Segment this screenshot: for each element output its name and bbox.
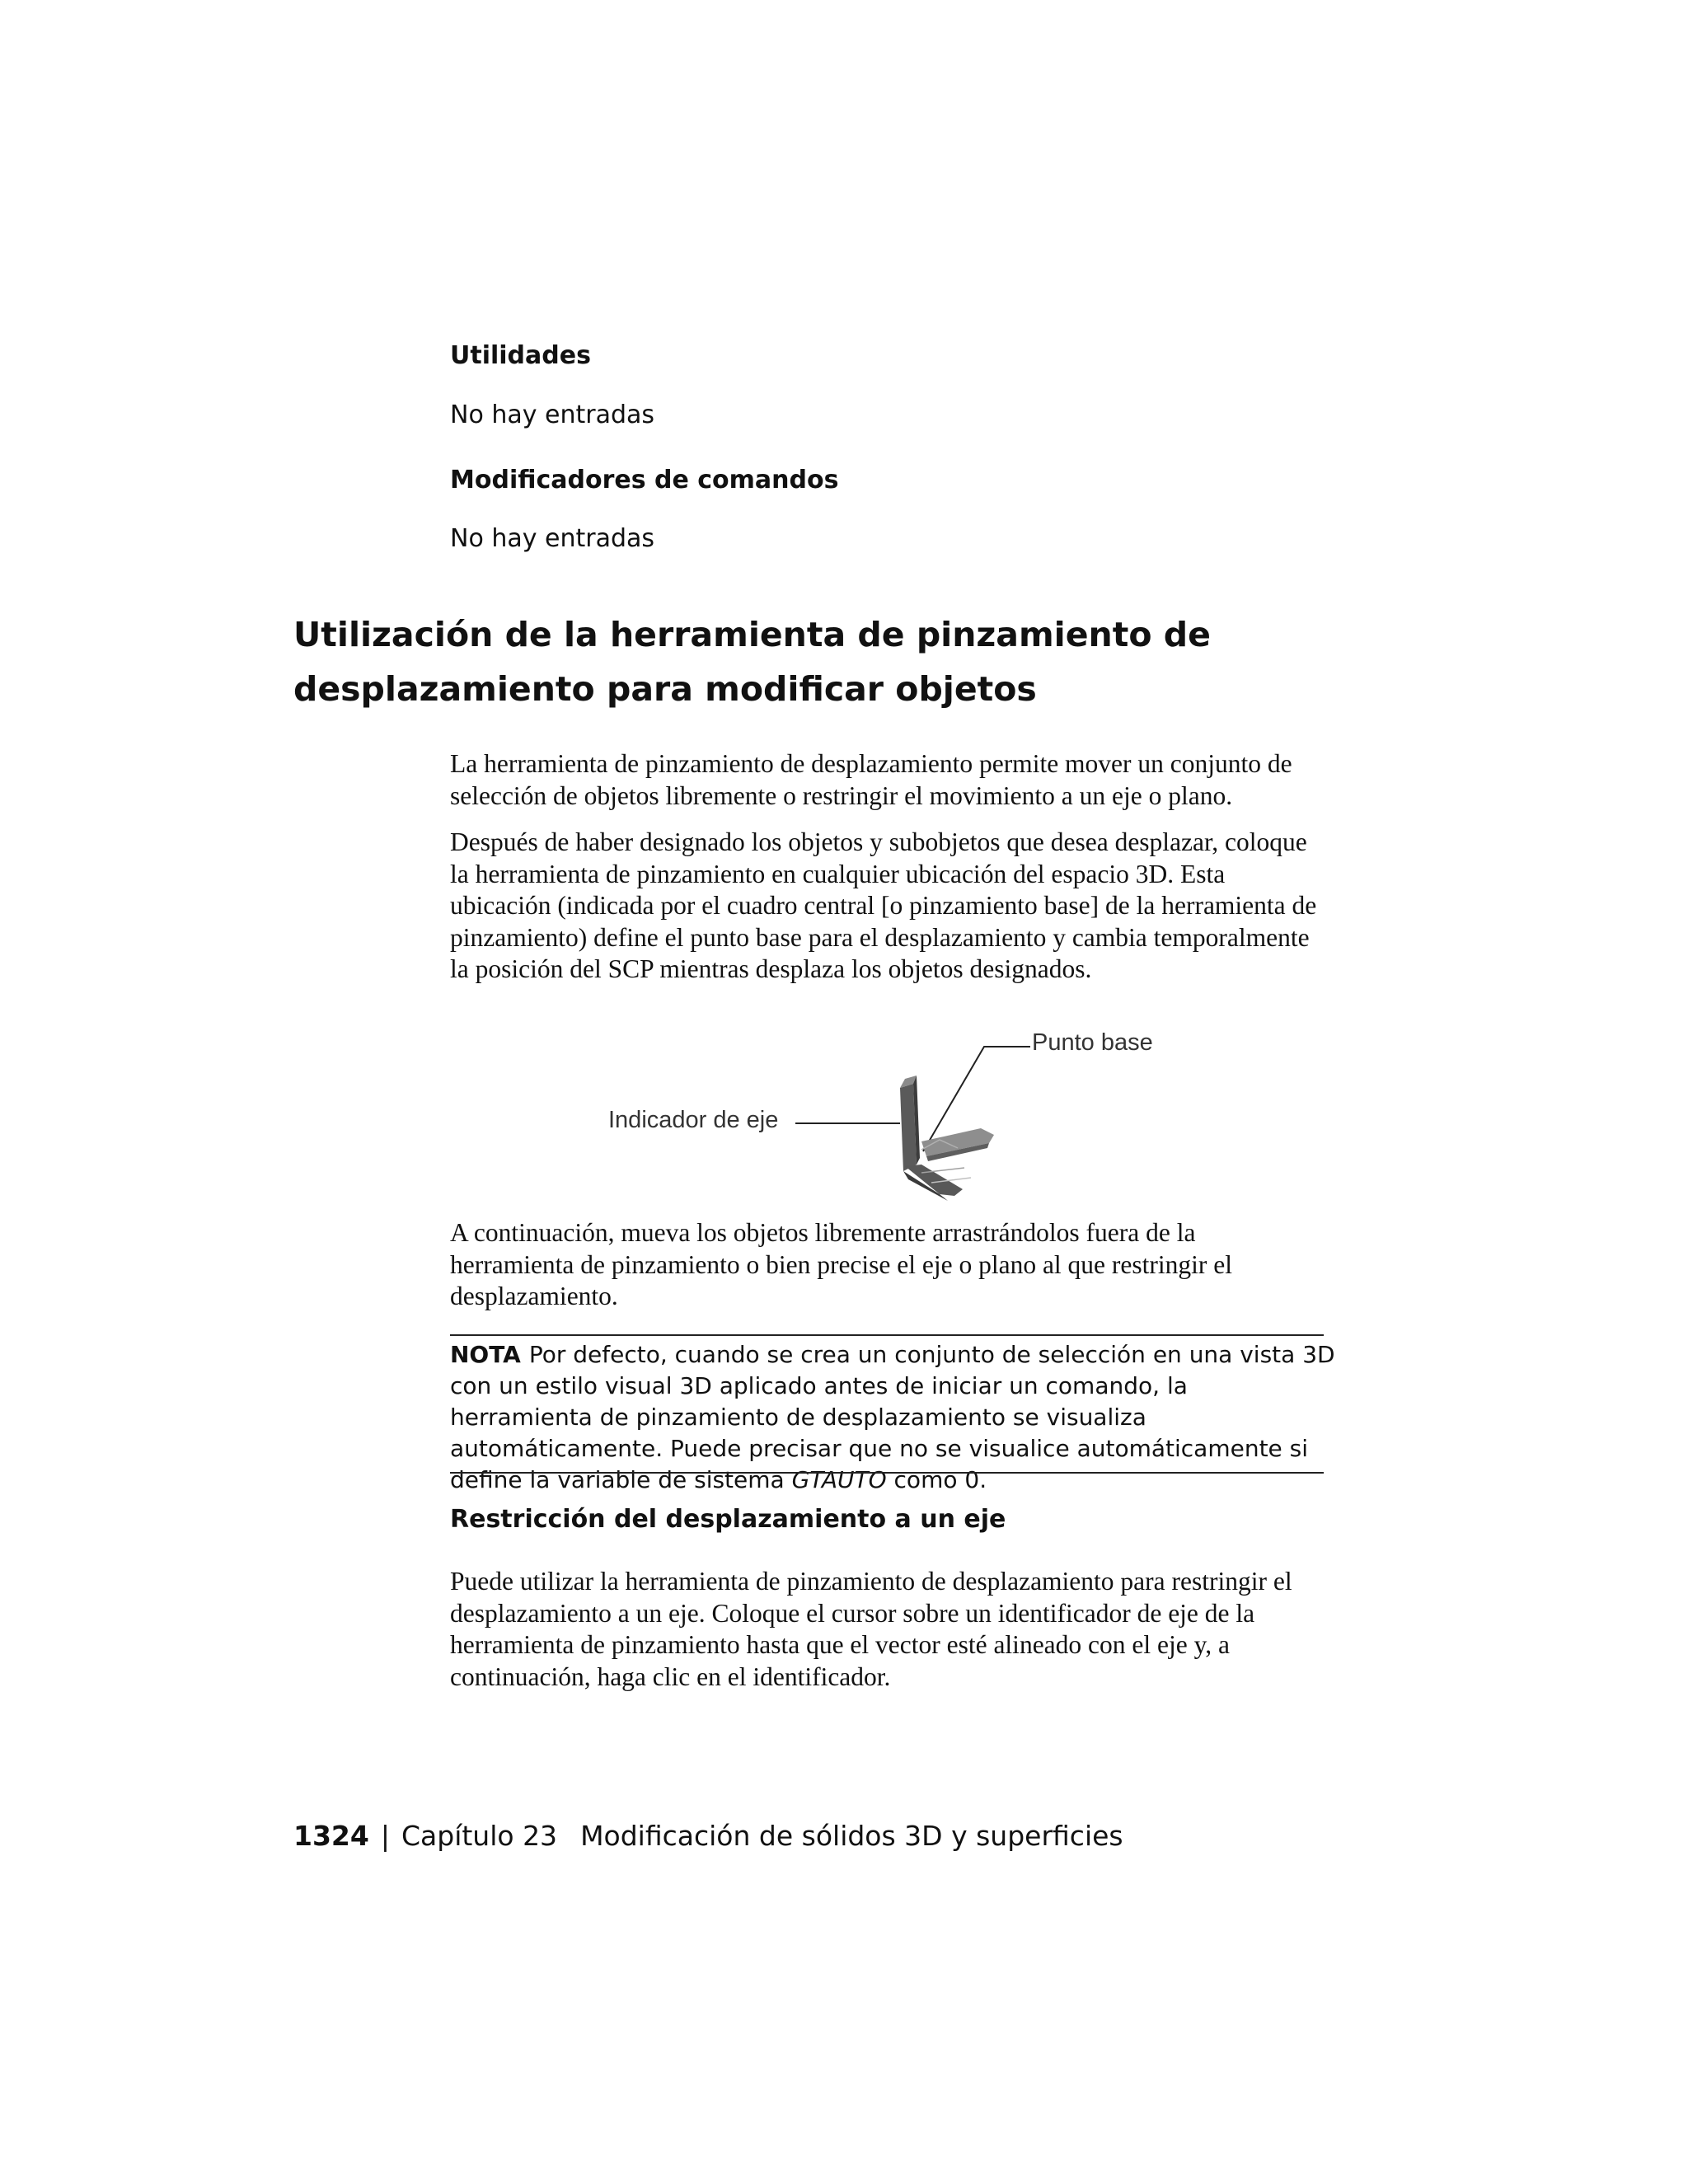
paragraph-continuation: A continuación, mueva los objetos libremente arrastrándolos fuera de la herramienta de pinzamiento o bien precise el eje o plano al que restringir el desplazamiento. <box>450 1218 1232 1310</box>
move-gizmo-figure <box>577 1026 1203 1207</box>
main-heading-line2: desplazamiento para modificar objetos <box>293 669 1037 709</box>
utilidades-heading: Utilidades <box>450 341 591 370</box>
page-number: 1324 <box>293 1820 369 1852</box>
label-punto-base: Punto base <box>1032 1029 1153 1056</box>
note-keyword: NOTA <box>450 1341 521 1368</box>
modificadores-text: No hay entradas <box>450 524 655 553</box>
label-indicador-eje: Indicador de eje <box>608 1107 779 1133</box>
note-bottom-rule <box>450 1472 1324 1474</box>
footer-chapter-title: Modificación de sólidos 3D y superficies <box>580 1820 1123 1852</box>
note-text: Por defecto, cuando se crea un conjunto de selección en una vista 3D con un estilo visual 3D aplicado antes de iniciar un comando, la herramienta de pinzamiento de desplazamiento se visualiza automáticamente. Puede precisar que no se visualice automáticamente si define la variable de sistema <box>450 1341 1335 1493</box>
footer-separator: | <box>380 1820 390 1852</box>
page-footer <box>293 1818 1123 1854</box>
main-heading <box>293 607 1365 716</box>
footer-chapter: Capítulo 23 <box>401 1820 558 1852</box>
modificadores-heading: Modificadores de comandos <box>450 466 839 494</box>
paragraph-base-point: Después de haber designado los objetos y subobjetos que desea desplazar, coloque la herramienta de pinzamiento en cualquier ubicación del espacio 3D. Esta ubicación (indicada por el cuadro central [o pinzamiento base] de la herramienta de pinzamiento) define el punto base para el desplazamiento y cambia temporalmente la posición del SCP mientras desplaza los objetos designados. <box>450 827 1317 983</box>
paragraph-intro: La herramienta de pinzamiento de desplazamiento permite mover un conjunto de selección de objetos libremente o restringir el movimiento a un eje o plano. <box>450 749 1292 810</box>
subsection-heading: Restricción del desplazamiento a un eje <box>450 1505 1006 1534</box>
utilidades-text: No hay entradas <box>450 401 655 429</box>
note-text-end: como 0. <box>886 1466 987 1493</box>
main-heading-line1: Utilización de la herramienta de pinzamiento de <box>293 615 1211 654</box>
note-top-rule <box>450 1334 1324 1336</box>
note-variable: GTAUTO <box>791 1466 887 1493</box>
subsection-text: Puede utilizar la herramienta de pinzamiento de desplazamiento para restringir el desplazamiento a un eje. Coloque el cursor sobre un identificador de eje de la herramienta de pinzamiento hasta que el vector esté alineado con el eje y, a continuación, haga clic en el identificador. <box>450 1567 1292 1691</box>
